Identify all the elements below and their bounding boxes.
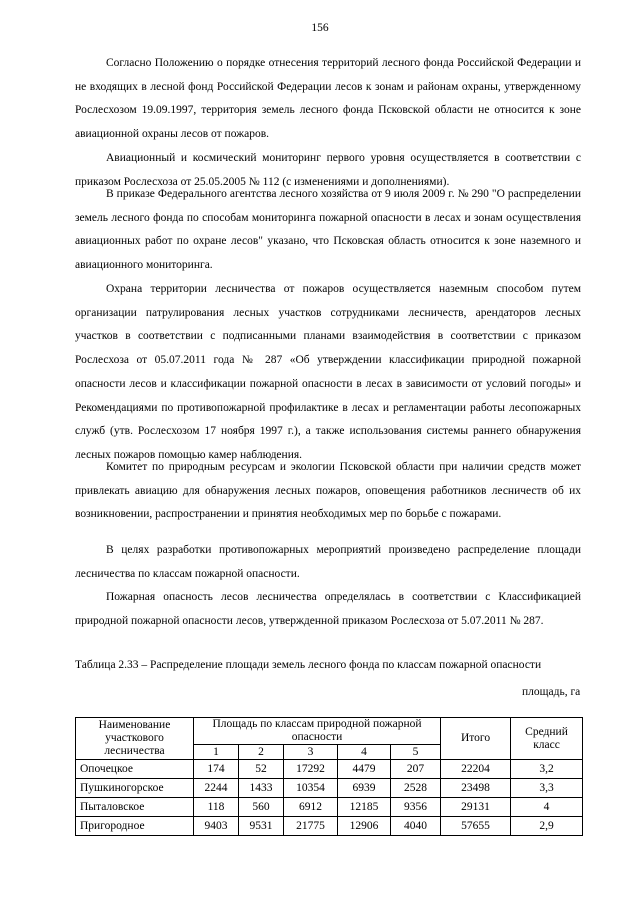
cell-class-4: 12906 (338, 817, 391, 836)
header-name: Наименование участкового лесничества (76, 718, 194, 760)
cell-class-2: 560 (239, 798, 284, 817)
header-total: Итого (441, 718, 511, 760)
paragraph-aviation-monitoring: Авиационный и космический мониторинг первого уровня осуществляется в соответствии с приказом Рослесхоза от 25.05.2005 № 112 (с изменениями и дополнениями). (75, 152, 581, 188)
cell-class-4: 6939 (338, 779, 391, 798)
cell-class-1: 174 (194, 760, 239, 779)
paragraph-classification: Пожарная опасность лесов лесничества определялась в соответствии с Классификацией природной пожарной опасности лесов, утвержденной приказом Рослесхоза от 5.07.2011 № 287. (75, 591, 581, 627)
cell-class-4: 12185 (338, 798, 391, 817)
cell-class-3: 6912 (284, 798, 338, 817)
cell-class-2: 9531 (239, 817, 284, 836)
paragraph-zone-classification: Согласно Положению о порядке отнесения территорий лесного фонда Российской Федерации и не входящих в лесной фонд Российской Федерации лесов к зонам и районам охраны, утвержденному Рослесхозом 19.09.1997, территория земель лесного фонда Псковской области не относится к зоне авиационной охраны лесов от пожаров. (75, 57, 581, 141)
fire-class-table (75, 717, 583, 836)
cell-name: Опочецкое (76, 760, 194, 779)
table-row (76, 817, 583, 836)
header-area-group: Площадь по классам природной пожарной опасности (194, 718, 441, 745)
cell-average: 3,3 (511, 779, 583, 798)
cell-class-5: 207 (391, 760, 441, 779)
cell-class-3: 21775 (284, 817, 338, 836)
header-average-class: Средний класс (511, 718, 583, 760)
cell-total: 29131 (441, 798, 511, 817)
paragraph-committee: Комитет по природным ресурсам и экологии Псковской области при наличии средств может привлекать авиацию для обнаружения лесных пожаров, оповещения работников лесничеств об их возникновении, распространении и принятия необходимых мер по борьбе с пожарами. (75, 461, 581, 521)
cell-class-2: 52 (239, 760, 284, 779)
cell-name: Пыталовское (76, 798, 194, 817)
cell-class-1: 9403 (194, 817, 239, 836)
cell-class-3: 10354 (284, 779, 338, 798)
paragraph-distribution: В целях разработки противопожарных мероприятий произведено распределение площади лесничества по классам пожарной опасности. (75, 544, 581, 580)
table-row (76, 760, 583, 779)
page-number: 156 (311, 22, 329, 34)
table-caption: Таблица 2.33 – Распределение площади земель лесного фонда по классам пожарной опасности (75, 659, 542, 671)
cell-class-5: 4040 (391, 817, 441, 836)
header-class-4: 4 (338, 745, 391, 760)
cell-class-2: 1433 (239, 779, 284, 798)
cell-class-3: 17292 (284, 760, 338, 779)
cell-total: 57655 (441, 817, 511, 836)
header-class-2: 2 (239, 745, 284, 760)
cell-class-1: 118 (194, 798, 239, 817)
cell-name: Пригородное (76, 817, 194, 836)
paragraph-fire-protection: Охрана территории лесничества от пожаров осуществляется наземным способом путем организации патрулирования лесных участков сотрудниками лесничеств, арендаторов лесных участков в соответствии с подписанными планами взаимодействия в соответствии с приказом Рослесхоза от 05.07.2011 года № 287 «Об утверждении классификации природной пожарной опасности лесов и классификации пожарной опасности в лесах в зависимости от условий погоды» и Рекомендациями по противопожарной профилактике в лесах и регламентации работы лесопожарных служб (утв. Рослесхозом 17 ноября 1997 г.), а также использования системы раннего обнаружения лесных пожаров помощью камер наблюдения. (75, 283, 581, 461)
paragraph-agency-order: В приказе Федерального агентства лесного хозяйства от 9 июля 2009 г. № 290 "О распределении земель лесного фонда по способам мониторинга пожарной опасности в лесах и зонам осуществления авиационных работ по охране лесов" указано, что Псковская область относится к зоне наземного и авиационного мониторинга. (75, 188, 581, 272)
table-unit: площадь, га (522, 686, 581, 698)
cell-class-1: 2244 (194, 779, 239, 798)
cell-average: 2,9 (511, 817, 583, 836)
cell-class-5: 2528 (391, 779, 441, 798)
table-row (76, 798, 583, 817)
cell-name: Пушкиногорское (76, 779, 194, 798)
header-class-3: 3 (284, 745, 338, 760)
header-class-5: 5 (391, 745, 441, 760)
cell-total: 23498 (441, 779, 511, 798)
cell-average: 4 (511, 798, 583, 817)
cell-total: 22204 (441, 760, 511, 779)
cell-class-4: 4479 (338, 760, 391, 779)
cell-average: 3,2 (511, 760, 583, 779)
table-row (76, 779, 583, 798)
cell-class-5: 9356 (391, 798, 441, 817)
header-class-1: 1 (194, 745, 239, 760)
